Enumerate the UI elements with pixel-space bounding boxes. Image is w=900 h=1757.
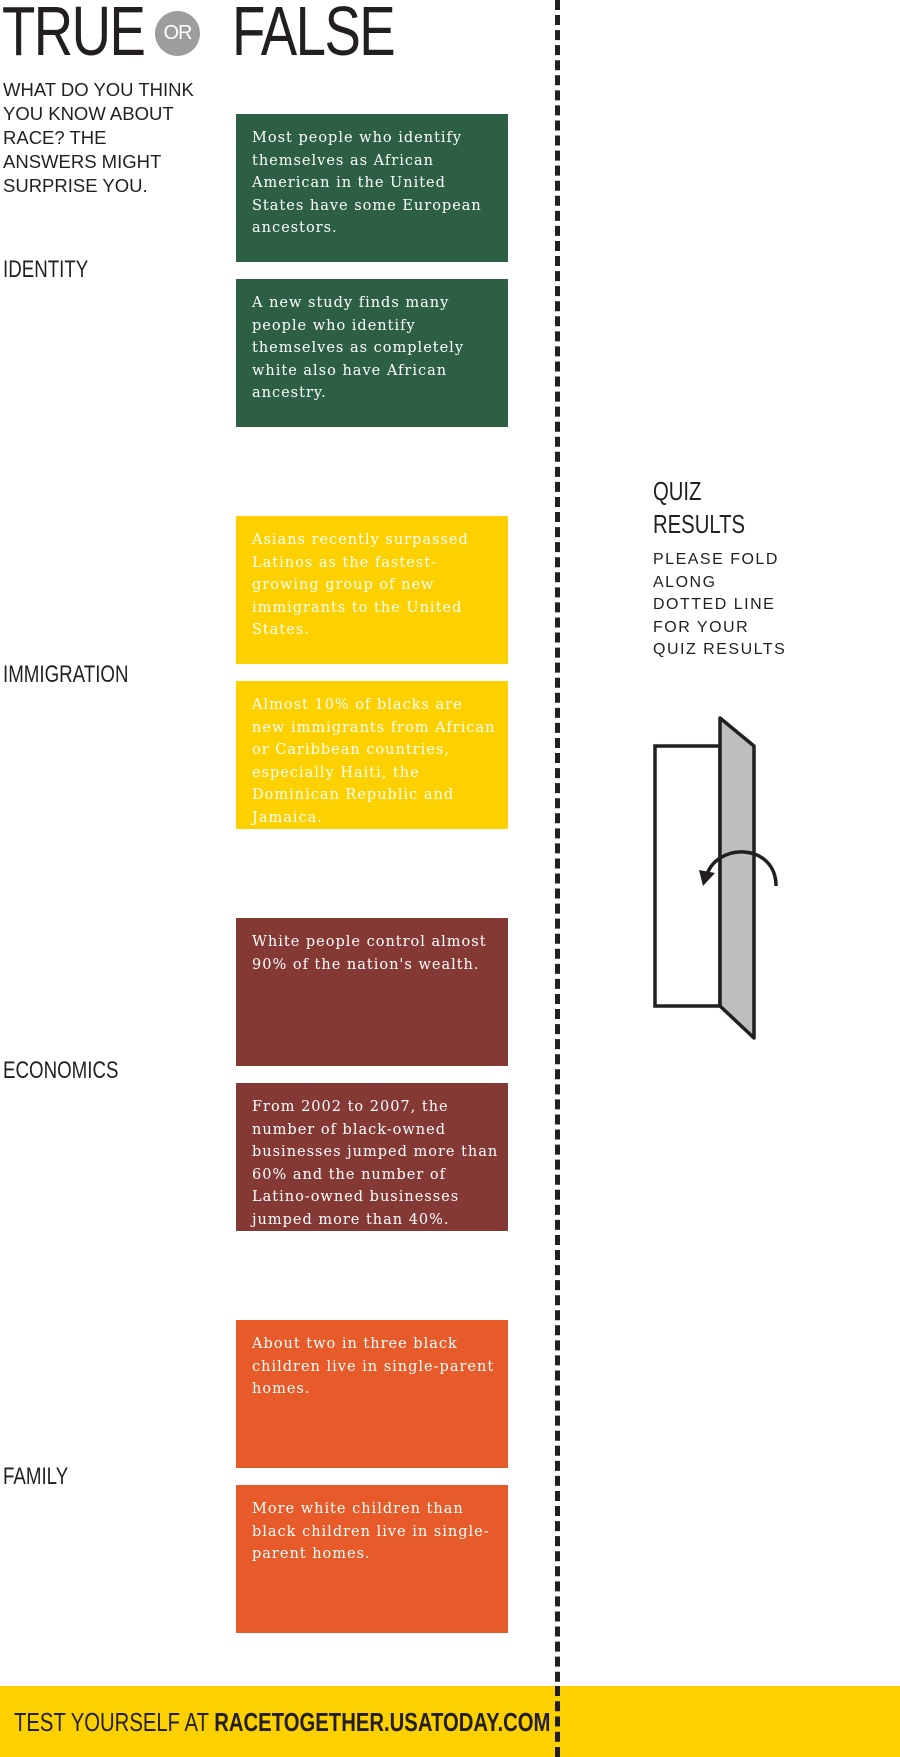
card-identity-2: A new study finds many people who identify themselves as completely white also have African ancestry. [236,279,508,427]
fold-page-icon [648,710,788,1055]
quiz-title-line2: RESULTS [653,509,746,539]
quiz-instructions: PLEASE FOLD ALONG DOTTED LINE FOR YOUR QUIZ RESULTS [653,551,787,658]
section-identity: IDENTITY [3,256,89,283]
fold-dotted-line [555,0,560,1757]
fold-dotted-line-footer [555,1686,560,1757]
footer-text [14,1705,550,1739]
section-immigration: IMMIGRATION [3,661,129,688]
section-family: FAMILY [3,1463,69,1490]
card-identity-1: Most people who identify themselves as African American in the United States have some European ancestors. [236,114,508,262]
section-economics: ECONOMICS [3,1057,119,1084]
intro-text: WHAT DO YOU THINK YOU KNOW ABOUT RACE? THE ANSWERS MIGHT SURPRISE YOU. [3,79,194,196]
card-immigration-1: Asians recently surpassed Latinos as the fastest-growing group of new immigrants to the United States. [236,516,508,664]
card-family-1: About two in three black children live in single-parent homes. [236,1320,508,1468]
or-badge-icon: OR [155,11,200,56]
card-economics-2: From 2002 to 2007, the number of black-owned businesses jumped more than 60% and the number of Latino-owned businesses jumped more than 40%. [236,1083,508,1231]
card-immigration-2: Almost 10% of blacks are new immigrants from African or Caribbean countries, especially Haiti, the Dominican Republic and Jamaica. [236,681,508,829]
quiz-results-title [653,475,745,541]
footer-url-link[interactable]: RACETOGETHER.USATODAY.COM [214,1707,551,1737]
card-family-2: More white children than black children live in single-parent homes. [236,1485,508,1633]
quiz-title-line1: QUIZ [653,476,702,506]
card-economics-1: White people control almost 90% of the nation's wealth. [236,918,508,1066]
footer-prefix: TEST YOURSELF AT [14,1707,215,1737]
title-true: TRUE [2,0,145,70]
title-false: FALSE [232,0,395,70]
